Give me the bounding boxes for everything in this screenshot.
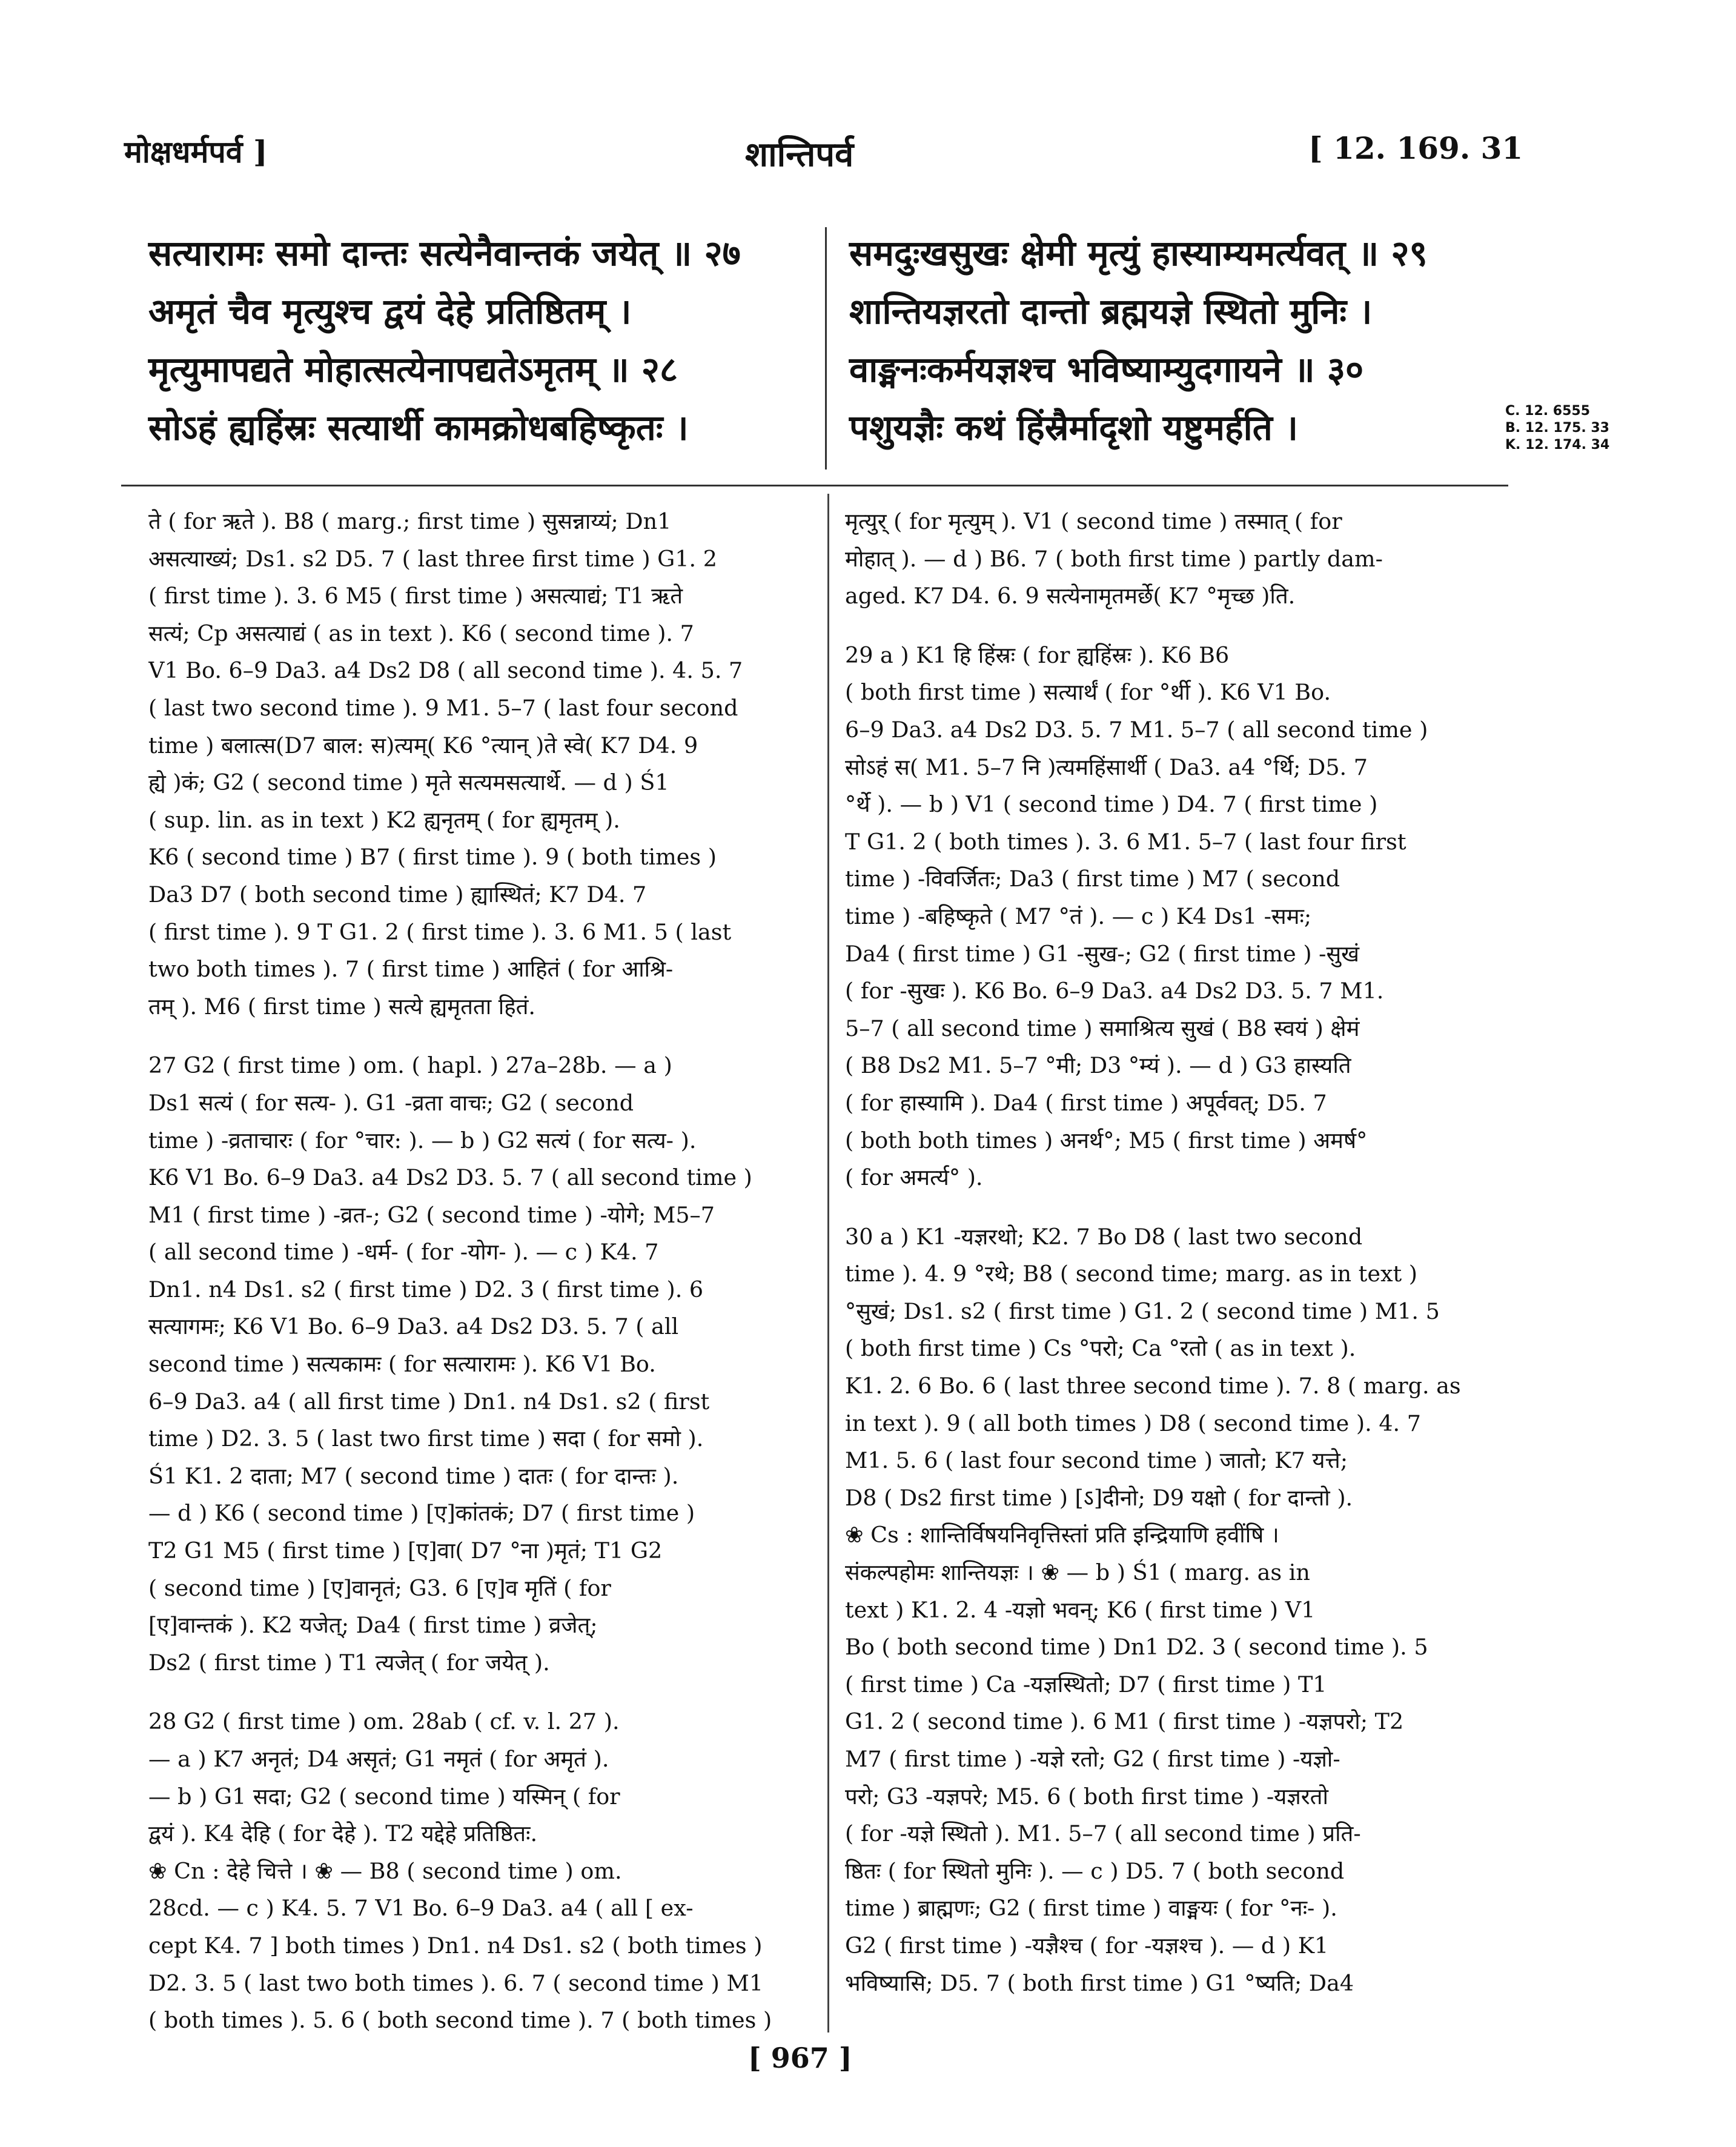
verse-line: शान्तियज्ञरतो दान्तो ब्रह्मयज्ञे स्थितो मुनिः ।	[849, 291, 1373, 332]
note-line: Bo ( both second time ) Dn1 D2. 3 ( second time ). 5	[845, 1634, 1428, 1661]
note-line: 28cd. — c ) K4. 5. 7 V1 Bo. 6–9 Da3. a4 ( all [ ex-	[148, 1895, 694, 1922]
note-line: संकल्पहोमः शान्तियज्ञः । ❀ — b ) Ś1 ( marg. as in	[845, 1559, 1310, 1586]
note-line: सोऽहं स( M1. 5–7 नि )त्यमहिंसार्थी ( Da3. a4 °र्थि; D5. 7	[845, 754, 1368, 780]
note-line: द्वयं ). K4 देहि ( for देहे ). T2 यद्देहे प्रतिष्ठितः.	[148, 1820, 538, 1847]
verse-line: वाङ्मनःकर्मयज्ञश्च भविष्याम्युदगायने ॥ ३०	[849, 349, 1364, 390]
note-line: K6 V1 Bo. 6–9 Da3. a4 Ds2 D3. 5. 7 ( all second time )	[148, 1164, 752, 1191]
note-line: 6–9 Da3. a4 Ds2 D3. 5. 7 M1. 5–7 ( all second time )	[845, 716, 1428, 743]
note-line: ते ( for ऋते ). B8 ( marg.; first time ) सुसन्नाय्यं; Dn1	[148, 508, 672, 534]
note-line: ❀ Cn : देहे चित्ते । ❀ — B8 ( second time ) om.	[148, 1857, 622, 1884]
verse-line: सत्यारामः समो दान्तः सत्येनैवान्तकं जयेत् ॥ २७	[148, 233, 741, 274]
note-line: 5–7 ( all second time ) समाश्रित्य सुखं ( B8 स्वयं ) क्षेमं	[845, 1015, 1360, 1041]
note-line: V1 Bo. 6–9 Da3. a4 Ds2 D8 ( all second time ). 4. 5. 7	[148, 657, 743, 684]
note-line: T2 G1 M5 ( first time ) [ए]वा( D7 °ना )मृतं; T1 G2	[148, 1538, 663, 1564]
note-line: ( first time ) Ca -यज्ञस्थितो; D7 ( first time ) T1	[845, 1671, 1327, 1697]
note-line: ( both both times ) अनर्थ°; M5 ( first time ) अमर्ष°	[845, 1127, 1368, 1153]
note-line: aged. K7 D4. 6. 9 सत्येनामृतमर्छे( K7 °मृच्छ )ति.	[845, 583, 1296, 609]
verse-block-left	[148, 224, 800, 457]
note-line: भविष्यासि; D5. 7 ( both first time ) G1 °ष्यति; Da4	[845, 1969, 1354, 1996]
paragraph-gap	[148, 1025, 806, 1047]
verse-line: मृत्युमापद्यते मोहात्सत्येनापद्यतेऽमृतम् ॥ २८	[148, 349, 678, 390]
note-line: ❀ Cs : शान्तिर्विषयनिवृत्तिस्तां प्रति इन्द्रियाणि हवींषि ।	[845, 1522, 1279, 1548]
note-line: time ) बलात्स(D7 बाल: स)त्यम्( K6 °त्यान् )ते स्वे( K7 D4. 9	[148, 732, 698, 758]
note-line: — d ) K6 ( second time ) [ए]कांतकं; D7 ( first time )	[148, 1500, 695, 1527]
note-line: सत्यं; Cp असत्याद्यं ( as in text ). K6 ( second time ). 7	[148, 620, 694, 646]
note-line: सत्यागमः; K6 V1 Bo. 6–9 Da3. a4 Ds2 D3. 5. 7 ( all	[148, 1313, 679, 1340]
note-line: K1. 2. 6 Bo. 6 ( last three second time ). 7. 8 ( marg. as	[845, 1373, 1461, 1399]
note-line: second time ) सत्यकामः ( for सत्यारामः ). K6 V1 Bo.	[148, 1351, 656, 1378]
note-line: cept K4. 7 ] both times ) Dn1. n4 Ds1. s2 ( both times )	[148, 1932, 763, 1959]
note-line: ( first time ). 3. 6 M5 ( first time ) असत्याद्यं; T1 ऋते	[148, 583, 683, 609]
notes-column-divider	[827, 494, 829, 2033]
note-line: ( for अमर्त्य° ).	[845, 1164, 983, 1191]
note-line: ( both times ). 5. 6 ( both second time ). 7 ( both times )	[148, 2007, 772, 2034]
note-line: K6 ( second time ) B7 ( first time ). 9 ( both times )	[148, 844, 717, 871]
paragraph-gap	[845, 615, 1508, 637]
note-line: ष्ठितः ( for स्थितो मुनिः ). — c ) D5. 7 ( both second	[845, 1857, 1345, 1884]
note-line: ( both first time ) Cs °परो; Ca °रतो ( as in text ).	[845, 1335, 1356, 1362]
verse-line: समदुःखसुखः क्षेमी मृत्युं हास्याम्यमर्त्यवत् ॥ २९	[849, 233, 1428, 274]
note-line: Ś1 K1. 2 दाता; M7 ( second time ) दातः ( for दान्तः ).	[148, 1462, 679, 1489]
note-line: M7 ( first time ) -यज्ञे रतो; G2 ( first time ) -यज्ञो-	[845, 1746, 1340, 1772]
note-line: ( last two second time ). 9 M1. 5–7 ( last four second	[148, 694, 738, 721]
note-line: ( sup. lin. as in text ) K2 ह्यनृतम् ( for ह्यमृतम् ).	[148, 806, 620, 833]
note-line: T G1. 2 ( both times ). 3. 6 M1. 5–7 ( last four first	[845, 828, 1406, 855]
note-line: Da4 ( first time ) G1 -सुख-; G2 ( first time ) -सुखं	[845, 940, 1360, 967]
note-line: ( all second time ) -धर्म- ( for -योग- ). — c ) K4. 7	[148, 1239, 659, 1266]
note-line: तम् ). M6 ( first time ) सत्ये ह्यमृतता हितं.	[148, 993, 536, 1020]
note-line: असत्याख्यं; Ds1. s2 D5. 7 ( last three first time ) G1. 2	[148, 545, 717, 572]
note-line: ( first time ). 9 T G1. 2 ( first time ). 3. 6 M1. 5 ( last	[148, 918, 732, 945]
note-line: [ए]वान्तकं ). K2 यजेत्; Da4 ( first time ) व्रजेत्;	[148, 1612, 598, 1639]
note-line: M1 ( first time ) -व्रत-; G2 ( second time ) -योगे; M5–7	[148, 1201, 715, 1228]
paragraph-gap	[148, 1681, 806, 1703]
verse-reference: [ 12. 169. 31	[1308, 130, 1523, 166]
note-line: °सुखं; Ds1. s2 ( first time ) G1. 2 ( second time ) M1. 5	[845, 1298, 1440, 1324]
verse-line: सोऽहं ह्यहिंस्रः सत्यार्थी कामक्रोधबहिष्कृतः ।	[148, 407, 689, 448]
note-line: D2. 3. 5 ( last two both times ). 6. 7 ( second time ) M1	[148, 1969, 764, 1996]
note-line: Ds2 ( first time ) T1 त्यजेत् ( for जयेत् ).	[148, 1649, 550, 1676]
note-line: ( both first time ) सत्यार्थं ( for °र्थी ). K6 V1 Bo.	[845, 679, 1331, 706]
note-line: मृत्युर् ( for मृत्युम् ). V1 ( second time ) तस्मात् ( for	[845, 508, 1342, 534]
note-line: ( for -यज्ञे स्थितो ). M1. 5–7 ( all second time ) प्रति-	[845, 1820, 1361, 1847]
note-line: text ) K1. 2. 4 -यज्ञो भवन्; K6 ( first time ) V1	[845, 1596, 1316, 1623]
note-line: 30 a ) K1 -यज्ञरथो; K2. 7 Bo D8 ( last two second	[845, 1223, 1363, 1250]
note-line: time ) -बहिष्कृते ( M7 °तं ). — c ) K4 Ds1 -समः;	[845, 903, 1312, 929]
note-line: — b ) G1 सदा; G2 ( second time ) यस्मिन् ( for	[148, 1783, 620, 1810]
note-line: ( for -सुखः ). K6 Bo. 6–9 Da3. a4 Ds2 D3. 5. 7 M1.	[845, 978, 1384, 1004]
note-line: time ) -विवर्जितः; Da3 ( first time ) M7 ( second	[845, 866, 1340, 892]
book-title: शान्तिपर्व	[745, 134, 854, 174]
note-line: G1. 2 ( second time ). 6 M1 ( first time ) -यज्ञपरो; T2	[845, 1708, 1404, 1735]
concordance-ref: K. 12. 174. 34	[1505, 437, 1610, 453]
note-line: in text ). 9 ( all both times ) D8 ( second time ). 4. 7	[845, 1410, 1421, 1436]
note-line: M1. 5. 6 ( last four second time ) जातो; K7 यत्ते;	[845, 1447, 1348, 1474]
note-line: time ) ब्राह्मणः; G2 ( first time ) वाङ्मयः ( for °नः- ).	[845, 1895, 1337, 1922]
verse-line: पशुयज्ञैः कथं हिंस्रैर्मादृशो यष्टुमर्हति ।	[849, 407, 1298, 448]
note-line: ( second time ) [ए]वानृतं; G3. 6 [ए]व मृतिं ( for	[148, 1575, 611, 1601]
paragraph-gap	[845, 1196, 1508, 1218]
verse-block-right	[849, 224, 1516, 457]
horizontal-rule	[121, 485, 1508, 486]
note-line: Dn1. n4 Ds1. s2 ( first time ) D2. 3 ( first time ). 6	[148, 1276, 704, 1302]
concordance-ref: B. 12. 175. 33	[1505, 420, 1609, 436]
note-line: time ). 4. 9 °रथे; B8 ( second time; marg. as in text )	[845, 1261, 1418, 1287]
note-line: 28 G2 ( first time ) om. 28ab ( cf. v. l. 27 ).	[148, 1708, 620, 1735]
note-line: °र्थे ). — b ) V1 ( second time ) D4. 7 ( first time )	[845, 791, 1378, 818]
note-line: time ) D2. 3. 5 ( last two first time ) सदा ( for समो ).	[148, 1425, 704, 1452]
verse-column-divider	[825, 227, 827, 470]
note-line: — a ) K7 अनृतं; D4 असृतं; G1 नमृतं ( for अमृतं ).	[148, 1746, 609, 1772]
note-line: 27 G2 ( first time ) om. ( hapl. ) 27a–28b. — a )	[148, 1052, 672, 1079]
note-line: time ) -व्रताचारः ( for °चार: ). — b ) G2 सत्यं ( for सत्य- ).	[148, 1127, 697, 1153]
note-line: G2 ( first time ) -यज्ञैश्च ( for -यज्ञश्च ). — d ) K1	[845, 1932, 1329, 1959]
note-line: परो; G3 -यज्ञपरे; M5. 6 ( both first time ) -यज्ञरतो	[845, 1783, 1328, 1810]
concordance-references	[1505, 403, 1609, 454]
note-line: Da3 D7 ( both second time ) ह्यास्थितं; K7 D4. 7	[148, 881, 647, 908]
note-line: D8 ( Ds2 first time ) [ऽ]दीनो; D9 यक्षो ( for दान्तो ).	[845, 1484, 1353, 1511]
note-line: ह्ये )कं; G2 ( second time ) मृते सत्यमसत्यार्थे. — d ) Ś1	[148, 769, 669, 796]
note-line: 29 a ) K1 हि हिंस्रः ( for ह्यहिंस्रः ). K6 B6	[845, 642, 1230, 668]
note-line: ( B8 Ds2 M1. 5–7 °मी; D3 °म्यं ). — d ) G3 हास्यति	[845, 1052, 1351, 1079]
critical-notes-right	[845, 503, 1508, 2002]
note-line: मोहात् ). — d ) B6. 7 ( both first time ) partly dam-	[845, 545, 1383, 572]
section-title: मोक्षधर्मपर्व ]	[124, 134, 268, 170]
concordance-ref: C. 12. 6555	[1505, 403, 1591, 419]
critical-notes-left	[148, 503, 806, 2039]
note-line: 6–9 Da3. a4 ( all first time ) Dn1. n4 Ds1. s2 ( first	[148, 1388, 710, 1415]
note-line: Ds1 सत्यं ( for सत्य- ). G1 -व्रता वाचः; G2 ( second	[148, 1089, 634, 1116]
verse-line: अमृतं चैव मृत्युश्च द्वयं देहे प्रतिष्ठितम् ।	[148, 291, 632, 332]
page-number: [ 967 ]	[748, 2042, 852, 2074]
note-line: ( for हास्यामि ). Da4 ( first time ) अपूर्ववत्; D5. 7	[845, 1089, 1327, 1116]
note-line: two both times ). 7 ( first time ) आहितं ( for आश्रि-	[148, 956, 674, 983]
